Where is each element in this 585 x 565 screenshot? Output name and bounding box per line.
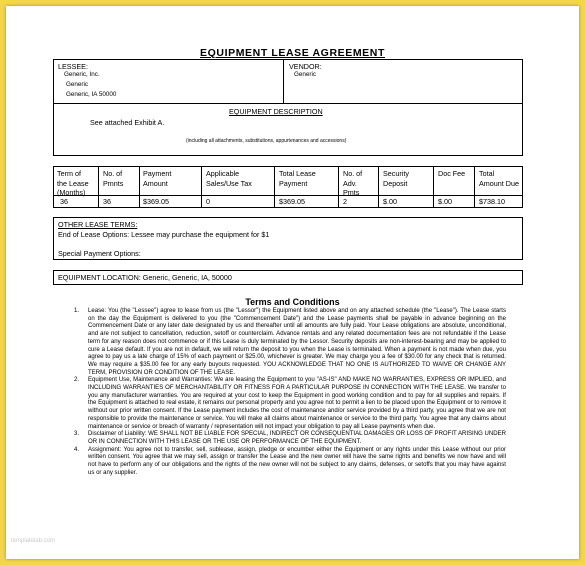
- clause-disclaimer: [70, 431, 506, 446]
- clause-number: 2.: [74, 377, 80, 384]
- lessee-label: LESSEE:: [58, 62, 88, 71]
- header-security-deposit: Security Deposit: [383, 169, 409, 188]
- clause-assignment: [70, 447, 506, 478]
- header-term: Term of the Lease (Months): [57, 169, 89, 197]
- lessee-name: Generic, Inc.: [64, 71, 100, 78]
- value-total-lease-payment: $369.05: [279, 197, 305, 206]
- lessee-address-2: Generic, IA 50000: [66, 91, 117, 98]
- clause-equipment-use: [70, 377, 506, 431]
- terms-list: [70, 308, 506, 477]
- clause-lease: [70, 308, 506, 377]
- column-divider: [433, 166, 434, 208]
- column-divider: [201, 166, 202, 208]
- header-doc-fee: Doc Fee: [438, 169, 466, 178]
- column-divider: [338, 166, 339, 208]
- special-payment-options: Special Payment Options:: [58, 249, 141, 258]
- header-payment-amount: Payment Amount: [143, 169, 172, 188]
- value-security-deposit: $.00: [383, 197, 397, 206]
- terms-title: Terms and Conditions: [245, 297, 340, 307]
- clause-number: 4.: [74, 446, 80, 453]
- column-divider: [274, 166, 275, 208]
- vendor-name: Generic: [294, 71, 317, 78]
- clause-number: 3.: [74, 431, 80, 438]
- clause-text: Equipment Use, Maintenance and Warranties: We are leasing the Equipment to you "AS-IS" AND MAKE NO WARRANTIES, EXPRESS OR IMPLIED, and INCLUDING WARRANTIES OF MERCHANTABILITY OR FITNESS FOR A PARTICULAR PURPOSE IN CONNECTION WITH THE LEASE. We transfer to you any manufacturer warranties. You are required at your cost to keep the Equipment in good working condition and to pay for all supplies and repairs. If the Equipment is attached to real estate, it remains our personal property and you agree not to permit a lien to be placed upon the Equipment or to remove it without our prior written consent. If the Lease payment includes the cost of maintenance and/or service provided by a third party, you agree that we are not responsible to provide the maintenance or service. You will make all claims about maintenance or service to the third party. You agree that any claims about maintenance or service or breach of warranty / representation will not impact your obligation to pay all Lease payments when due.: [88, 377, 506, 430]
- vendor-label: VENDOR:: [289, 62, 322, 71]
- header-sales-tax: Applicable Sales/Use Tax: [206, 169, 252, 188]
- parties-divider: [283, 59, 284, 103]
- clause-text: Lease: You (the "Lessee") agree to lease from us (the "Lessor") the Equipment listed above and on any attached schedule (the "Lease"). The Lease starts on the day the Equipment is delivered to you (the "Commencement Date") and the Lease payments shall be payable in advance beginning on the Commencement Date or any later date designated by us and thereafter until all amounts are fully paid. Your Lease obligations are absolute, unconditional, and are not subject to cancellation, reduction, setoff or counterclaim. Advance rentals and any related documentation fees are not refundable if the Lease term for any reason does not commence or if this Lease is duly terminated by the Lessor. Security deposits are non-interest-bearing and may be applied to cure a Lease default. If you are not in default, we will return the deposit to you when the Lease is terminated. When a payment is not made when due, you agree to pay us a late charge of 15% of each payment or $25.00, whichever is greater. We may charge you a fee of $30.00 for any check that is returned. We may require a $35.00 fee for any early buyouts requested. YOU ACKNOWLEDGE THAT NO ONE IS AUTHORIZED TO WAIVE OR CHANGE ANY TERM, PROVISION OR CONDITION OF THE LEASE.: [88, 308, 506, 376]
- header-total-lease-payment: Total Lease Payment: [279, 169, 316, 188]
- column-divider: [98, 166, 99, 208]
- document-title: EQUIPMENT LEASE AGREEMENT: [200, 47, 385, 59]
- value-sales-tax: 0: [206, 197, 210, 206]
- lessee-address-1: Generic: [66, 81, 89, 88]
- watermark: templatelab.com: [11, 538, 56, 544]
- column-divider: [378, 166, 379, 208]
- value-num-payments: 36: [103, 197, 111, 206]
- clause-text: Assignment: You agree not to transfer, sell, sublease, assign, pledge or encumber either the Equipment or any rights under this Lease without our prior written consent. You agree that we may sell, assign or transfer the Lease and the new owner will have the same rights and benefits we now have and will not have to perform any of our obligations and the rights of the new owner will not be subject to any claims, defenses, or setoffs that you may have against us or any supplier.: [88, 446, 506, 476]
- equipment-description: See attached Exhibit A.: [90, 118, 165, 127]
- equipment-location: EQUIPMENT LOCATION: Generic, Generic, IA, 50000: [58, 273, 232, 282]
- value-payment-amount: $369.05: [143, 197, 169, 206]
- value-advance-payments: 2: [343, 197, 347, 206]
- value-total-amount-due: $738.10: [479, 197, 505, 206]
- equipment-heading: EQUIPMENT DESCRIPTION: [229, 107, 323, 116]
- clause-text: Disclaimer of Liability: WE SHALL NOT BE LIABLE FOR SPECIAL, INDIRECT OR CONSEQUENTIAL DAMAGES OR LOSS OF PROFIT ARISING UNDER OR IN CONNECTION WITH THIS LEASE OR THE USE OR PERFORMANCE OF THE EQUIPMENT.: [88, 431, 506, 445]
- clause-number: 1.: [74, 308, 80, 314]
- equipment-note: (including all attachments, substitutions, appurtenances and accessions): [186, 138, 347, 144]
- other-terms-label: OTHER LEASE TERMS:: [58, 220, 138, 229]
- payment-table-row-separator: [53, 195, 523, 196]
- header-total-amount-due: Total Amount Due: [479, 169, 519, 188]
- header-advance-payments: No. of Adv. Pmts: [343, 169, 363, 197]
- parties-separator: [53, 103, 523, 104]
- column-divider: [139, 166, 140, 208]
- value-doc-fee: $.00: [438, 197, 452, 206]
- value-term: 36: [60, 197, 68, 206]
- end-of-lease-options: End of Lease Options: Lessee may purchase the equipment for $1: [58, 230, 270, 239]
- header-num-payments: No. of Pmnts: [103, 169, 124, 188]
- column-divider: [474, 166, 475, 208]
